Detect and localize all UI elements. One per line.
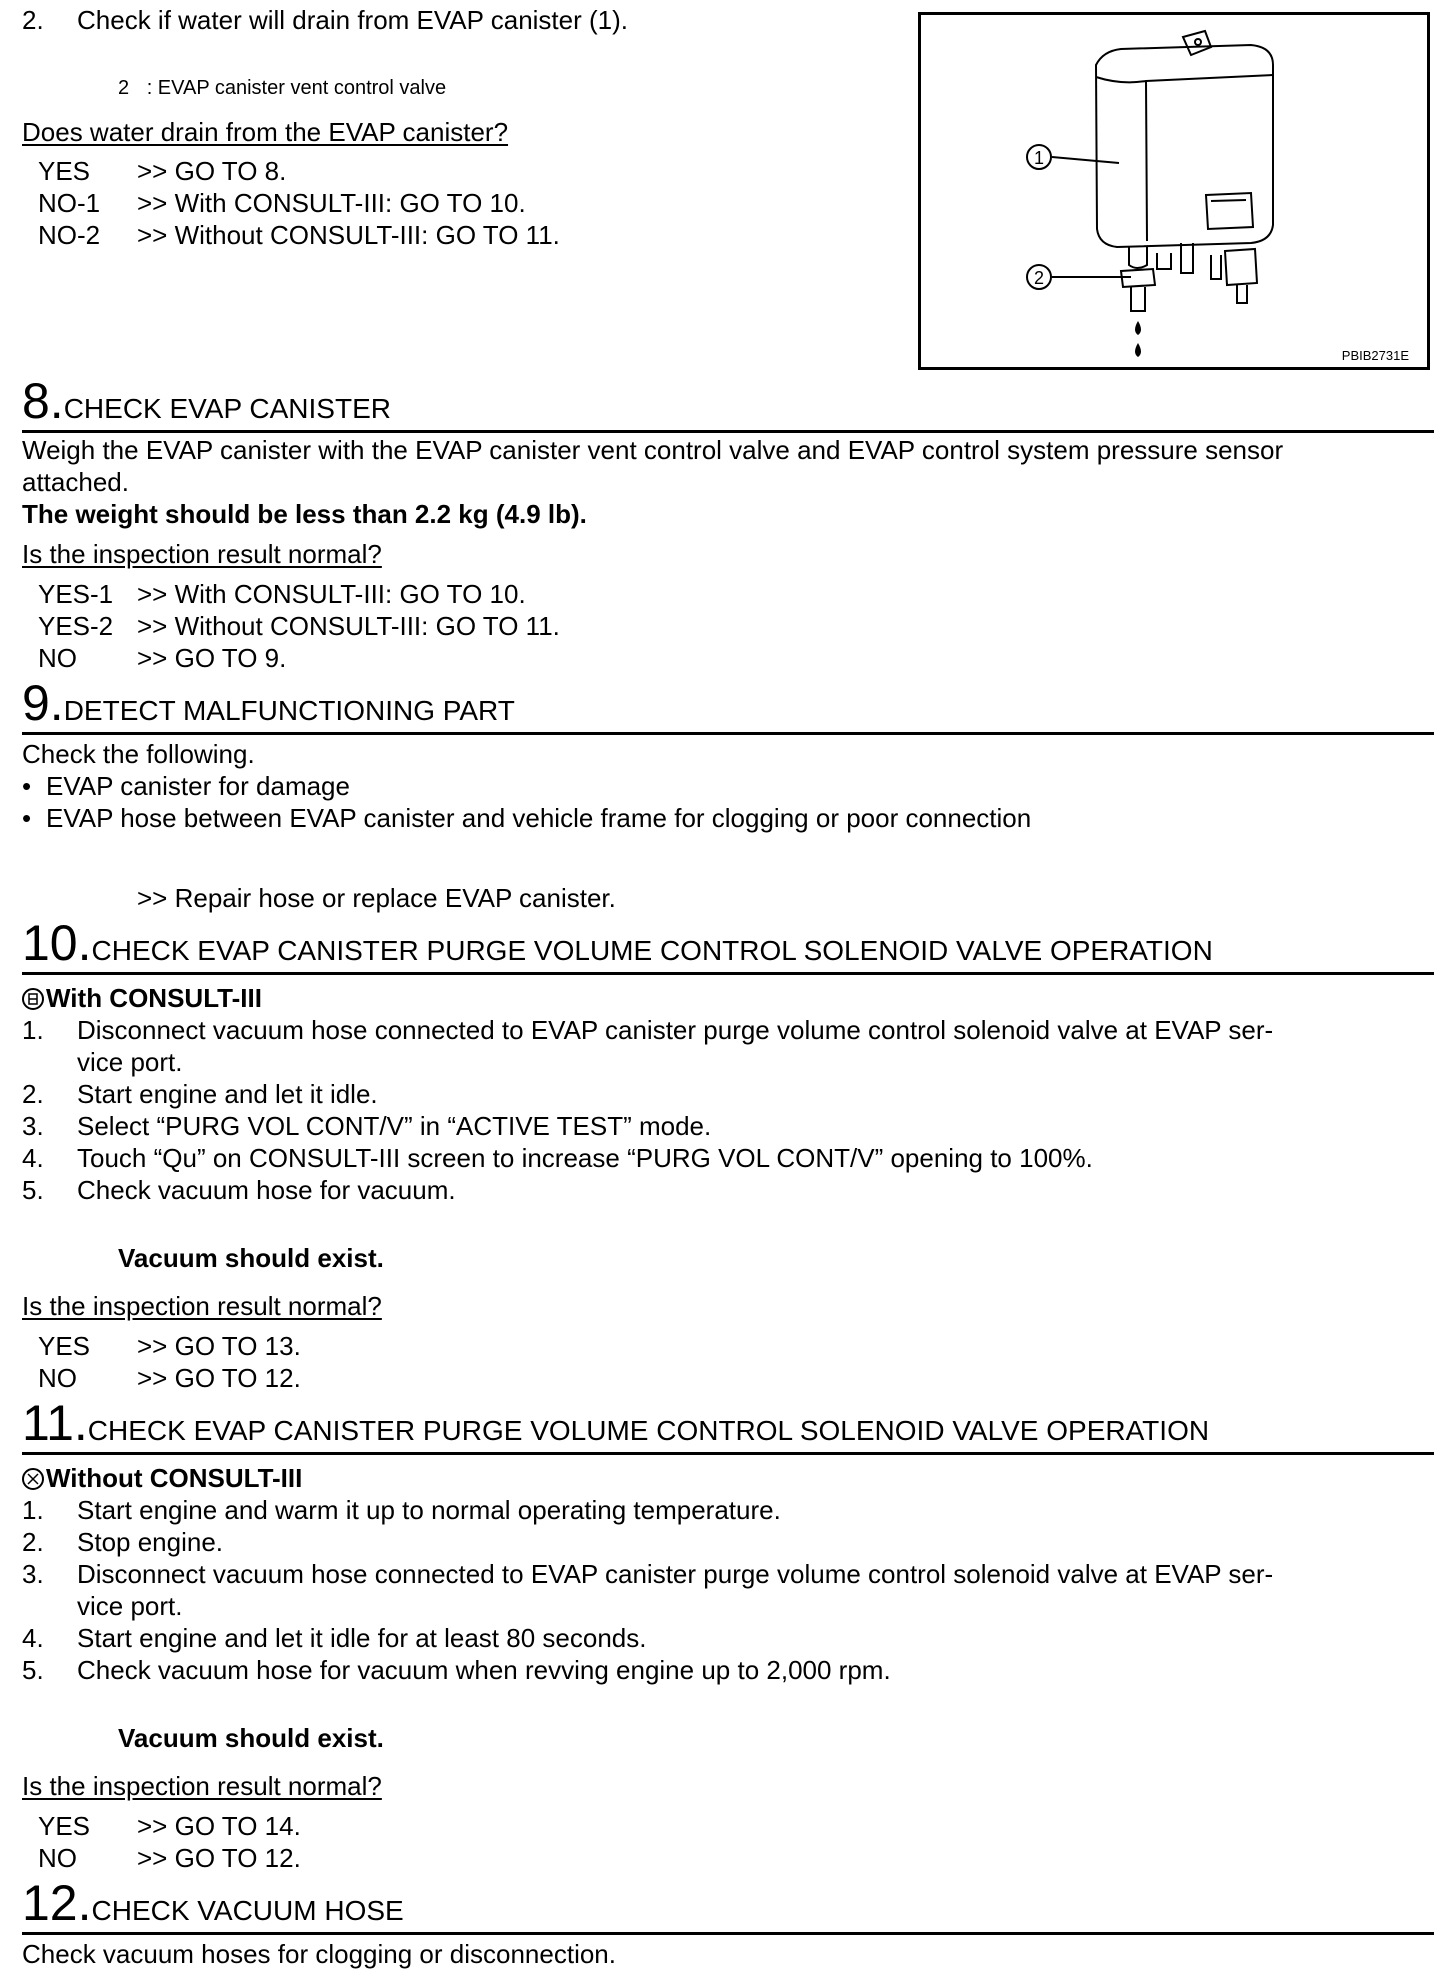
legend-text: : EVAP canister vent control valve	[146, 77, 447, 99]
list-item: vice port.	[77, 1591, 183, 1621]
step9-action: >> Repair hose or replace EVAP canister.	[137, 883, 616, 913]
step-number: 11.	[22, 1395, 88, 1451]
answer-value: >> GO TO 14.	[137, 1811, 301, 1841]
answer-value: >> Without CONSULT-III: GO TO 11.	[137, 220, 560, 250]
list-item: Disconnect vacuum hose connected to EVAP canister purge volume control solenoid valve at EVAP ser-	[77, 1559, 1274, 1589]
step8-body-line1: Weigh the EVAP canister with the EVAP canister vent control valve and EVAP control system pressure sensor	[22, 435, 1284, 465]
step7-item-2	[22, 4, 628, 36]
answer-key: YES-2	[38, 611, 114, 641]
evap-canister-illustration	[921, 15, 1427, 367]
list-number: 1.	[22, 1015, 44, 1045]
mode-without-consult	[22, 1462, 302, 1494]
answer-value: >> With CONSULT-III: GO TO 10.	[137, 188, 526, 218]
step-title: CHECK VACUUM HOSE	[91, 1895, 404, 1926]
section-divider	[22, 430, 1434, 433]
step8-body-line2: attached.	[22, 467, 129, 497]
legend-number: 2	[118, 77, 130, 99]
list-item: Start engine and warm it up to normal operating temperature.	[77, 1495, 781, 1525]
answer-key: NO	[38, 1363, 77, 1393]
list-number: 3.	[22, 1559, 44, 1589]
water-drop-icon	[1135, 343, 1141, 357]
consult-plug-icon	[22, 988, 44, 1010]
answer-value: >> Without CONSULT-III: GO TO 11.	[137, 611, 560, 641]
answer-value: >> GO TO 8.	[137, 156, 287, 186]
list-item: Start engine and let it idle for at least 80 seconds.	[77, 1623, 647, 1653]
mode-with-consult	[22, 982, 262, 1014]
list-number: 5.	[22, 1175, 44, 1205]
answer-key: NO-1	[38, 188, 101, 218]
list-item: EVAP hose between EVAP canister and vehicle frame for clogging or poor connection	[46, 803, 1032, 833]
figure-legend	[118, 72, 446, 104]
list-item: Select “PURG VOL CONT/V” in “ACTIVE TEST” mode.	[77, 1111, 712, 1141]
step-title: DETECT MALFUNCTIONING PART	[63, 695, 515, 726]
step10-spec: Vacuum should exist.	[118, 1243, 384, 1273]
answer-key: NO-2	[38, 220, 101, 250]
mode-label: With CONSULT-III	[46, 983, 262, 1013]
list-number: 2.	[22, 1527, 44, 1557]
step7-item-2-number: 2.	[22, 5, 44, 35]
step9-intro: Check the following.	[22, 739, 255, 769]
step8-spec: The weight should be less than 2.2 kg (4.9 lb).	[22, 499, 587, 529]
step-9-heading	[22, 675, 515, 731]
step11-question: Is the inspection result normal?	[22, 1771, 382, 1801]
section-divider	[22, 1932, 1434, 1935]
step-12-heading	[22, 1875, 404, 1931]
step12-body: Check vacuum hoses for clogging or disconnection.	[22, 1939, 616, 1969]
step-title: CHECK EVAP CANISTER PURGE VOLUME CONTROL SOLENOID VALVE OPERATION	[87, 1415, 1210, 1446]
answer-value: >> GO TO 12.	[137, 1363, 301, 1393]
step11-spec: Vacuum should exist.	[118, 1723, 384, 1753]
step7-question: Does water drain from the EVAP canister?	[22, 117, 509, 147]
no-tools-icon	[22, 1468, 44, 1490]
step8-question: Is the inspection result normal?	[22, 539, 382, 569]
step-11-heading	[22, 1395, 1210, 1451]
water-drop-icon	[1135, 321, 1141, 335]
list-item: Check vacuum hose for vacuum.	[77, 1175, 456, 1205]
list-number: 2.	[22, 1079, 44, 1109]
list-item: Touch “Qu” on CONSULT-III screen to increase “PURG VOL CONT/V” opening to 100%.	[77, 1143, 1093, 1173]
section-divider	[22, 972, 1434, 975]
step-number: 10.	[22, 915, 92, 971]
list-number: 4.	[22, 1143, 44, 1173]
list-number: 5.	[22, 1655, 44, 1685]
answer-key: YES	[38, 156, 91, 186]
answer-key: YES	[38, 1811, 91, 1841]
answer-value: >> GO TO 12.	[137, 1843, 301, 1873]
step-number: 8.	[22, 373, 64, 429]
callout-2-label: 2	[1033, 268, 1045, 288]
list-item: Stop engine.	[77, 1527, 224, 1557]
callout-1-label: 1	[1033, 148, 1045, 168]
list-item: Start engine and let it idle.	[77, 1079, 378, 1109]
step-title: CHECK EVAP CANISTER PURGE VOLUME CONTROL SOLENOID VALVE OPERATION	[91, 935, 1213, 966]
step-number: 9.	[22, 675, 64, 731]
answer-key: NO	[38, 1843, 77, 1873]
step10-question: Is the inspection result normal?	[22, 1291, 382, 1321]
evap-canister-figure	[918, 12, 1430, 370]
answer-value: >> GO TO 13.	[137, 1331, 301, 1361]
answer-key: NO	[38, 643, 77, 673]
list-item: Disconnect vacuum hose connected to EVAP canister purge volume control solenoid valve at EVAP ser-	[77, 1015, 1274, 1045]
step-number: 12.	[22, 1875, 92, 1931]
step-8-heading	[22, 373, 391, 429]
step-title: CHECK EVAP CANISTER	[63, 393, 391, 424]
section-divider	[22, 1452, 1434, 1455]
answer-value: >> GO TO 9.	[137, 643, 287, 673]
list-number: 1.	[22, 1495, 44, 1525]
figure-code: PBIB2731E	[1341, 348, 1409, 363]
bullet-dot-icon: •	[22, 803, 32, 833]
step7-item-2-text: Check if water will drain from EVAP canister (1).	[77, 5, 628, 35]
step-10-heading	[22, 915, 1213, 971]
section-divider	[22, 732, 1434, 735]
list-number: 4.	[22, 1623, 44, 1653]
answer-value: >> With CONSULT-III: GO TO 10.	[137, 579, 526, 609]
list-item: Check vacuum hose for vacuum when revving engine up to 2,000 rpm.	[77, 1655, 891, 1685]
answer-key: YES-1	[38, 579, 114, 609]
list-item: vice port.	[77, 1047, 183, 1077]
list-item: EVAP canister for damage	[46, 771, 350, 801]
bullet-dot-icon: •	[22, 771, 32, 801]
list-number: 3.	[22, 1111, 44, 1141]
answer-key: YES	[38, 1331, 91, 1361]
mode-label: Without CONSULT-III	[46, 1463, 303, 1493]
